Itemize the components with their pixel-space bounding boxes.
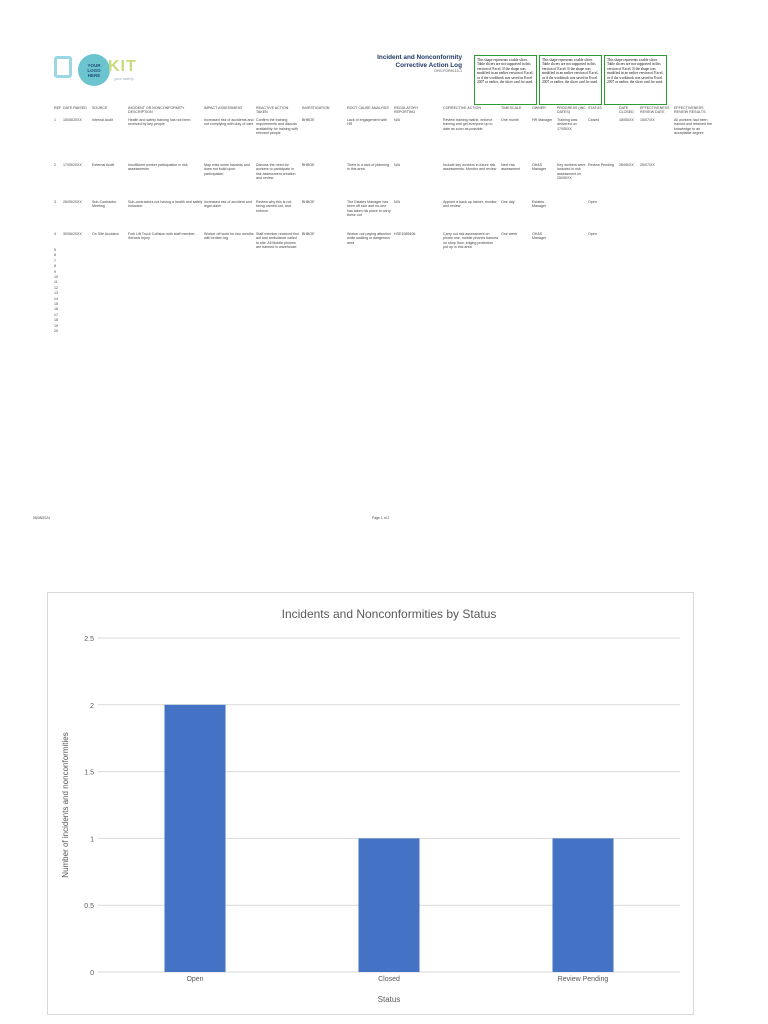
logo-text-3: HERE (87, 72, 101, 78)
table-cell-corrective: Include key workers in future risk assessments. Monitor and review (443, 163, 497, 172)
empty-row-number: 15 (54, 302, 58, 307)
slicer-placeholder-1: This shape represents a table slicer. Table slicers are not supported in this version of Excel. If the shape was modified in an earlier version of Excel, or if the workbook was saved in Excel 2007 or earlier, the slicer can't be used. (474, 55, 537, 105)
y-tick-label: 1 (90, 836, 94, 844)
col-header-incident: INCIDENT OR NONCONFORMITY DESCRIPTION (128, 106, 185, 115)
col-header-progress: PROGRESS (INC DATES) (557, 106, 586, 115)
chart-title: Incidents and Nonconformities by Status (281, 607, 497, 621)
footer-date: 05/08/2024 (33, 516, 50, 520)
table-cell-date-closed: 18/05/XX (619, 118, 634, 122)
slicer-placeholder-2: This shape represents a table slicer. Table slicers are not supported in this version of Excel. If the shape was modified in an earlier version of Excel, or if the workbook was saved in Excel 2007 or earlier, the slicer can't be used. (539, 55, 602, 105)
table-cell-date: 26/05/20XX (63, 200, 82, 204)
table-cell-regulatory: HSE1085406 (394, 232, 416, 236)
empty-row-number: 12 (54, 285, 58, 290)
table-cell-incident: Insufficient worker participation in risk assessments (128, 163, 188, 172)
table-cell-timescale: One month (501, 118, 519, 122)
title-line-1: Incident and Nonconformity (377, 54, 462, 61)
col-header-impact: IMPACT ASSESSMENT (204, 106, 243, 110)
table-cell-impact: May miss some hazards and does not build upon participation (204, 163, 250, 176)
slicer-placeholder-3: This shape represents a table slicer. Table slicers are not supported in this version of Excel. If the shape was modified in an earlier version of Excel, or if the workbook was saved in Excel 2007 or earlier, the slicer can't be used. (604, 55, 667, 105)
table-cell-owner: Estates Manager (532, 200, 547, 209)
table-cell-incident: Health and safety training has not been received by key people (128, 118, 191, 127)
y-tick-label: 0 (90, 970, 94, 977)
table-cell-reactive: Confirm the training requirements and discuss availability for training with relevant people (256, 118, 298, 135)
table-cell-incident: Fork Lift Truck Collision with staff member - Serious Injury (128, 232, 197, 241)
y-tick-label: 0.5 (84, 903, 94, 911)
table-cell-root-cause: Worker not paying attention while walking in dangerous area (347, 232, 391, 245)
table-cell-investigation: BHBOE (302, 232, 315, 236)
table-cell-incident: Sub-contractors not having a health and safety induction (128, 200, 203, 209)
table-cell-owner: OH&S Manager (532, 232, 547, 241)
col-header-ref: REF (54, 106, 62, 110)
table-cell-ref: 2 (54, 163, 56, 167)
table-cell-impact: Increased risk of accident and legal claim (204, 200, 252, 209)
y-tick-label: 1.5 (84, 769, 94, 777)
table-cell-owner: HR Manager (532, 118, 553, 122)
table-cell-investigation: BHBOE (302, 118, 315, 122)
status-bar-chart (47, 592, 694, 1015)
logo-frame-icon (54, 56, 72, 78)
x-tick-label: Review Pending (557, 976, 609, 983)
table-cell-corrective: Review training matrix, enforce training and get everyone up to date as soon as possible (443, 118, 493, 131)
logo-tagline: your safety (114, 76, 134, 81)
table-cell-source: Sub-Contractor Meeting (92, 200, 117, 209)
empty-row-numbers (54, 248, 58, 335)
table-cell-investigation: BHBOE (302, 163, 315, 167)
table-cell-timescale: Next risk assessment (501, 163, 521, 172)
empty-row-number: 8 (54, 264, 56, 269)
col-header-timescale: TIMESCALE (501, 106, 522, 110)
table-cell-corrective: Carry out risk assessment on phone use, mobile phones banned on shop floor, edging protection put up in this area (443, 232, 499, 249)
col-header-date: DATE RAISED (63, 106, 87, 110)
y-tick-label: 2.5 (84, 636, 94, 643)
x-tick-label: Closed (378, 976, 400, 983)
empty-row-number: 17 (54, 312, 58, 317)
x-axis-label: Status (377, 995, 401, 1004)
empty-row-number: 18 (54, 318, 58, 323)
table-cell-root-cause: There is a lack of planning in this area (347, 163, 389, 172)
table-cell-effectiveness-date: 15/07/XX (640, 118, 655, 122)
table-cell-date: 17/05/20XX (63, 163, 82, 167)
col-header-status: STATUS (588, 106, 602, 110)
col-header-root-cause: ROOT CAUSE ANALYSIS (347, 106, 389, 110)
logo-brand: KIT (108, 58, 137, 75)
chart-canvas (48, 593, 695, 1016)
company-logo (54, 54, 164, 84)
table-cell-source: On Site Accident (92, 232, 119, 236)
col-header-owner: OWNER (532, 106, 546, 110)
table-cell-date-closed: 26/05/XX (619, 163, 634, 167)
table-cell-source: Internal Audit (92, 118, 113, 122)
table-cell-timescale: One day (501, 200, 515, 204)
table-cell-effectiveness-results: All workers had been trained and retained the knowledge to an acceptable degree (674, 118, 712, 135)
col-header-effectiveness-results: EFFECTIVENESS REVIEW RESULTS (674, 106, 706, 115)
table-cell-root-cause: The Estates Manager has been off sick and no-one has taken his place to carry these out (347, 200, 391, 217)
table-cell-effectiveness-date: 25/07/XX (640, 163, 655, 167)
title-line-2: Corrective Action Log (395, 62, 462, 69)
empty-row-number: 20 (54, 329, 58, 334)
table-cell-status: Closed (588, 118, 600, 122)
y-tick-label: 2 (90, 702, 94, 710)
empty-row-number: 9 (54, 269, 56, 274)
bar (553, 838, 614, 972)
table-cell-regulatory: N/A (394, 163, 400, 167)
bar (165, 705, 226, 972)
table-cell-status: Open (588, 200, 597, 204)
y-axis-label: Number of incidents and nonconformities (61, 732, 70, 878)
document-title (350, 54, 462, 70)
table-cell-root-cause: Lack of engagement with HR (347, 118, 387, 127)
empty-row-number: 7 (54, 258, 56, 263)
table-cell-reactive: Review why this is not being carried out, and enforce (256, 200, 292, 213)
table-cell-regulatory: N/A (394, 200, 400, 204)
table-cell-date: 30/06/20XX (63, 232, 82, 236)
table-cell-corrective: Appoint a back up trainer, monitor and review (443, 200, 497, 209)
table-cell-owner: OH&S Manager (532, 163, 547, 172)
table-cell-impact: Increased risk of accidents and not complying with duty of care (204, 118, 254, 127)
table-cell-progress: Training was delivered on 17/05/XX (557, 118, 578, 131)
empty-row-number: 19 (54, 323, 58, 328)
col-header-investigation: INVESTIGATION (302, 106, 330, 110)
table-cell-date: 15/05/20XX (63, 118, 82, 122)
table-cell-status: Review Pending (588, 163, 614, 167)
col-header-source: SOURCE (92, 106, 108, 110)
table-cell-investigation: BHBOE (302, 200, 315, 204)
empty-row-number: 14 (54, 296, 58, 301)
logo-badge (78, 54, 110, 86)
x-tick-label: Open (186, 976, 204, 983)
table-cell-source: External Audit (92, 163, 115, 167)
table-cell-timescale: One week (501, 232, 518, 236)
empty-row-number: 10 (54, 275, 58, 280)
table-cell-impact: Worker off work for two months with broken leg (204, 232, 254, 241)
table-cell-reactive: Discuss the need for workers to participate in risk assessment creation and review (256, 163, 296, 180)
bar (359, 838, 420, 972)
logo-text-1: YOUR (87, 62, 101, 68)
table-cell-reactive: Staff member received first aid and ambulance called to site. All Mobile phones are banned in warehouse (256, 232, 299, 249)
form-code: OHS-FORM-10-1 (434, 69, 462, 73)
empty-row-number: 16 (54, 307, 58, 312)
col-header-corrective: CORRECTIVE ACTION (443, 106, 481, 110)
col-header-date-closed: DATE CLOSED (619, 106, 634, 115)
table-cell-regulatory: N/A (394, 118, 400, 122)
table-cell-status: Open (588, 232, 597, 236)
col-header-effectiveness-date: EFFECTIVENESS REVIEW DATE (640, 106, 670, 115)
logo-text-2: LOGO (87, 67, 101, 73)
empty-row-number: 5 (54, 248, 56, 252)
table-cell-ref: 1 (54, 118, 56, 122)
empty-row-number: 13 (54, 291, 58, 296)
table-cell-ref: 3 (54, 200, 56, 204)
empty-row-number: 6 (54, 253, 56, 258)
col-header-regulatory: REGULATORY REPORTING (394, 106, 419, 115)
table-cell-progress: Key workers were included in risk assessment on 25/05/XX (557, 163, 586, 180)
footer-page-number: Page 1 of 2 (372, 516, 390, 520)
empty-row-number: 11 (54, 280, 58, 285)
col-header-reactive: REACTIVE ACTION TAKEN (256, 106, 289, 115)
table-cell-ref: 4 (54, 232, 56, 236)
